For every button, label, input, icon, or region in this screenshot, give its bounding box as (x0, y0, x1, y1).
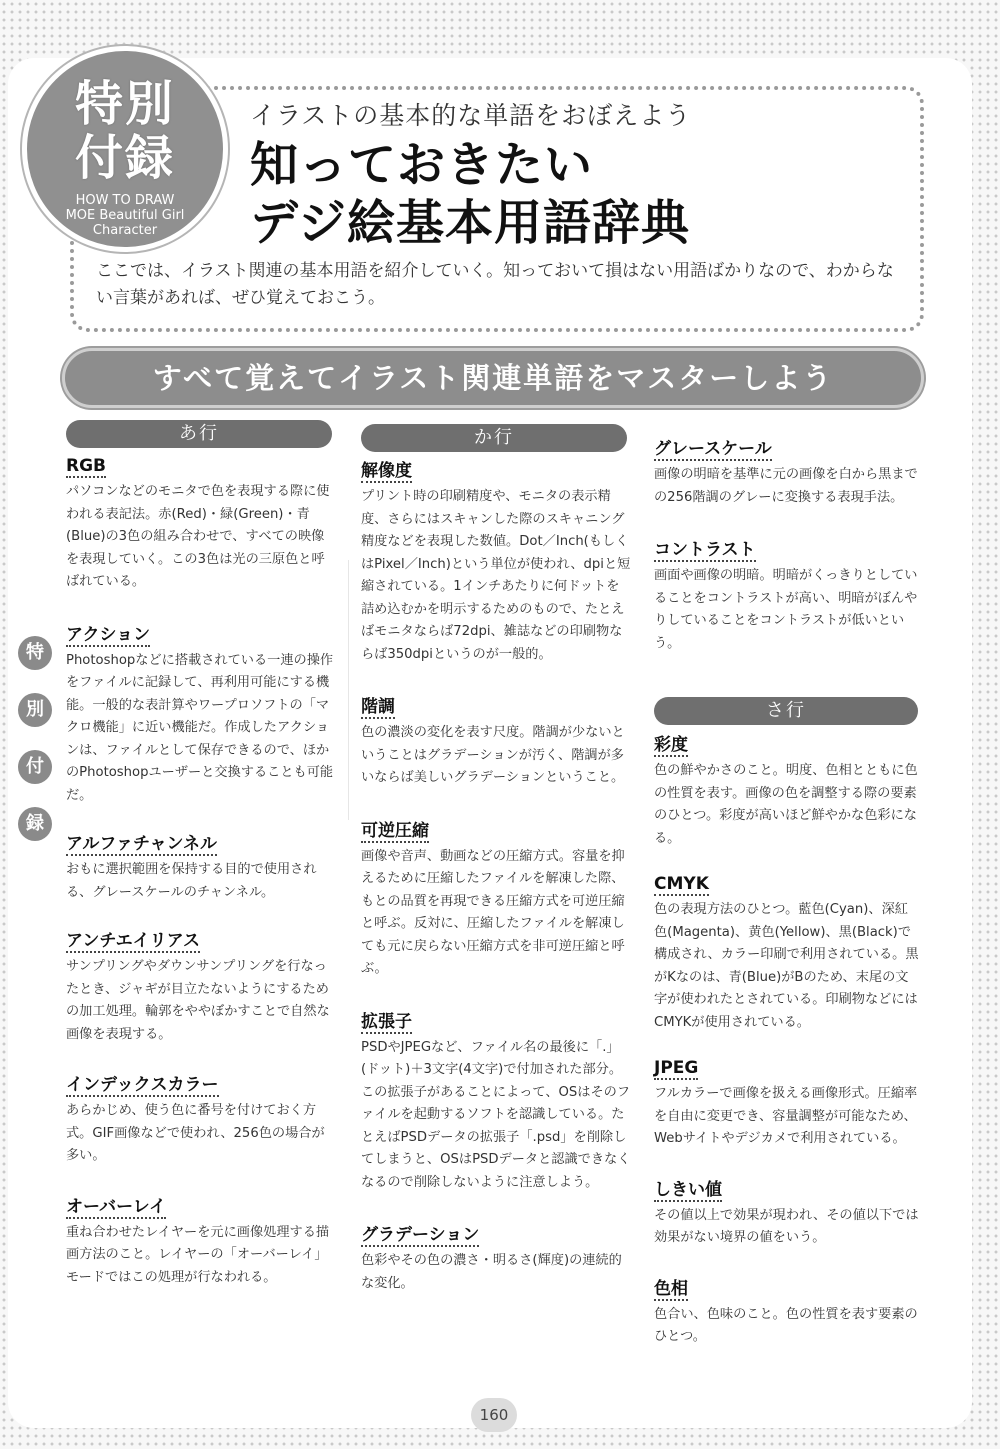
entry-definition: PSDやJPEGなど、ファイル名の最後に「.」(ドット)＋3文字(4文字)で付加された部分。この拡張子があることによって、OSはそのファイルを起動するソフトを認識している。たとえばPSDデータの拡張子「.psd」を削除してしまうと、OSはPSDデータと認識できなくなるので削除しないように注意しよう。 (361, 1039, 631, 1190)
entry-definition: 色彩やその色の濃さ・明るさ(輝度)の連続的な変化。 (361, 1253, 622, 1291)
badge-sub-line3: Character (92, 223, 158, 238)
glossary-entry (654, 434, 920, 509)
entry-term: JPEG (654, 1058, 699, 1078)
entry-term: コントラスト (654, 535, 756, 562)
row-header-ka: か行 (361, 424, 627, 452)
badge-title-line1: 特別 (74, 76, 175, 132)
glossary-entry (654, 874, 920, 1034)
entry-definition: その値以上で効果が現われ、その値以下では効果がない境界の値をいう。 (654, 1207, 919, 1245)
entry-definition: 画面や画像の明暗。明暗がくっきりとしていることをコントラストが高い、明暗がぼんやりしていることをコントラストが低いという。 (654, 568, 918, 651)
entry-definition: プリント時の印刷精度や、モニタの表示精度、さらにはスキャンした際のスキャニング精度などを表現した数値。Dot／Inch(もしくはPixel／Inch)という単位が使われ、dpiと短縮されている。1インチあたりに何ドットを詰め込むかを明示するためのもので、たとえばモニタならば72dpi、雑誌などの印刷物ならば350dpiというのが一般的。 (361, 489, 631, 662)
entry-term: 拡張子 (361, 1007, 412, 1034)
entry-definition: あらかじめ、使う色に番号を付けておく方式。GIF画像などで使われ、256色の場合が多い。 (66, 1103, 325, 1163)
page-number: 160 (471, 1398, 517, 1432)
entry-definition: 色の鮮やかさのこと。明度、色相とともに色の性質を表す。画像の色を調整する際の要素のひとつ。彩度が高いほど鮮やかな色彩になる。 (654, 763, 918, 846)
special-supplement-badge (22, 46, 228, 252)
side-badge-3: 付 (18, 750, 52, 784)
row-header-a: あ行 (66, 420, 332, 448)
side-badge-2: 別 (18, 693, 52, 727)
page-title-line1: 知っておきたい (250, 137, 594, 193)
badge-title (27, 77, 223, 185)
entry-definition: 色の表現方法のひとつ。藍色(Cyan)、深紅色(Magenta)、黄色(Yellow)、黒(Black)で構成され、カラー印刷で利用されている。黒がKなのは、青(Blue)がBのため、末尾の文字が使われたとされている。印刷物などにはCMYKが使用されている。 (654, 902, 919, 1030)
entry-term: アルファチャンネル (66, 829, 217, 856)
glossary-entry (361, 816, 631, 981)
entry-term: インデックスカラー (66, 1070, 219, 1097)
glossary-entry (361, 692, 631, 790)
entry-definition: パソコンなどのモニタで色を表現する際に使われる表記法。赤(Red)・緑(Green)・青(Blue)の3色の組み合わせで、すべての映像を表現していく。この3色は光の三原色と呼ばれている。 (66, 484, 330, 589)
entry-term: しきい値 (654, 1175, 722, 1202)
column-divider (348, 560, 349, 820)
glossary-entry (654, 1058, 920, 1151)
section-banner: すべて覚えてイラスト関連単語をマスターしよう (62, 348, 924, 408)
glossary-entry (66, 1070, 336, 1168)
column-3-sa (654, 730, 920, 1377)
glossary-entry (654, 730, 920, 850)
side-badge-4: 録 (18, 807, 52, 841)
glossary-entry (361, 456, 631, 666)
row-header-sa: さ行 (654, 697, 918, 725)
glossary-entry (66, 456, 336, 594)
entry-definition: Photoshopなどに搭載されている一連の操作をファイルに記録して、再利用可能にする機能。一般的な表計算やワープロソフトの「マクロ機能」に近い機能だ。作成したアクションは、ファイルとして保存できるので、ほかのPhotoshopユーザーと交換することも可能だ。 (66, 652, 334, 803)
badge-sub-line2: MOE Beautiful Girl (65, 208, 185, 223)
badge-sub-line1: HOW TO DRAW (75, 193, 175, 208)
entry-term: CMYK (654, 874, 709, 894)
side-badge-1: 特 (18, 636, 52, 670)
entry-term: グレースケール (654, 434, 772, 461)
entry-definition: 色合い、色味のこと。色の性質を表す要素のひとつ。 (654, 1306, 918, 1344)
entry-definition: 色の濃淡の変化を表す尺度。階調が少ないということはグラデーションが汚く、階調が多いならば美しいグラデーションということ。 (361, 725, 625, 785)
page-subtitle: イラストの基本的な単語をおぼえよう (250, 101, 692, 130)
glossary-entry (66, 926, 336, 1046)
entry-term: 可逆圧縮 (361, 816, 429, 843)
entry-term: オーバーレイ (66, 1192, 166, 1219)
entry-definition: 重ね合わせたレイヤーを元に画像処理する描画方法のこと。レイヤーの「オーバーレイ」モードではこの処理が行なわれる。 (66, 1224, 330, 1285)
intro-text: ここでは、イラスト関連の基本用語を紹介していく。知っておいて損はない用語ばかりなので、わからない言葉があれば、ぜひ覚えておこう。 (96, 261, 894, 308)
badge-title-line2: 付録 (74, 130, 175, 186)
glossary-entry (654, 535, 920, 655)
page-title (250, 136, 690, 252)
entry-definition: 画像や音声、動画などの圧縮方式。容量を抑えるために圧縮したファイルを解凍した際、もとの品質を再現できる圧縮方式を可逆圧縮と呼ぶ。反対に、圧縮したファイルを解凍しても元に戻らない圧縮方式を非可逆圧縮と呼ぶ。 (361, 848, 625, 976)
entry-definition: フルカラーで画像を扱える画像形式。圧縮率を自由に変更でき、容量調整が可能なため、Webサイトやデジカメで利用されている。 (654, 1086, 918, 1146)
glossary-entry (361, 1220, 631, 1295)
entry-definition: 画像の明暗を基準に元の画像を白から黒までの256階調のグレーに変換する表現手法。 (654, 467, 918, 505)
page-title-line2: デジ絵基本用語辞典 (250, 195, 691, 251)
column-2 (361, 456, 631, 1323)
glossary-entry (654, 1274, 920, 1349)
glossary-entry (66, 1192, 336, 1290)
glossary-entry (66, 829, 336, 904)
entry-definition: サンプリングやダウンサンプリングを行なったとき、ジャギが目立たないようにするための加工処理。輪郭をややぼかすことで自然な画像を表現する。 (66, 959, 330, 1042)
entry-term: アンチエイリアス (66, 926, 200, 953)
entry-term: グラデーション (361, 1220, 479, 1247)
entry-term: 階調 (361, 692, 395, 719)
entry-definition: おもに選択範囲を保持する目的で使用される、グレースケールのチャンネル。 (66, 862, 317, 900)
entry-term: RGB (66, 456, 107, 476)
glossary-entry (654, 1175, 920, 1250)
glossary-entry (361, 1007, 631, 1195)
entry-term: 色相 (654, 1274, 688, 1301)
entry-term: アクション (66, 620, 150, 647)
entry-term: 解像度 (361, 456, 412, 483)
entry-term: 彩度 (654, 730, 688, 757)
column-1 (66, 456, 336, 1317)
glossary-entry (66, 620, 336, 808)
column-3-top (654, 434, 920, 683)
badge-subtitle (27, 193, 223, 238)
